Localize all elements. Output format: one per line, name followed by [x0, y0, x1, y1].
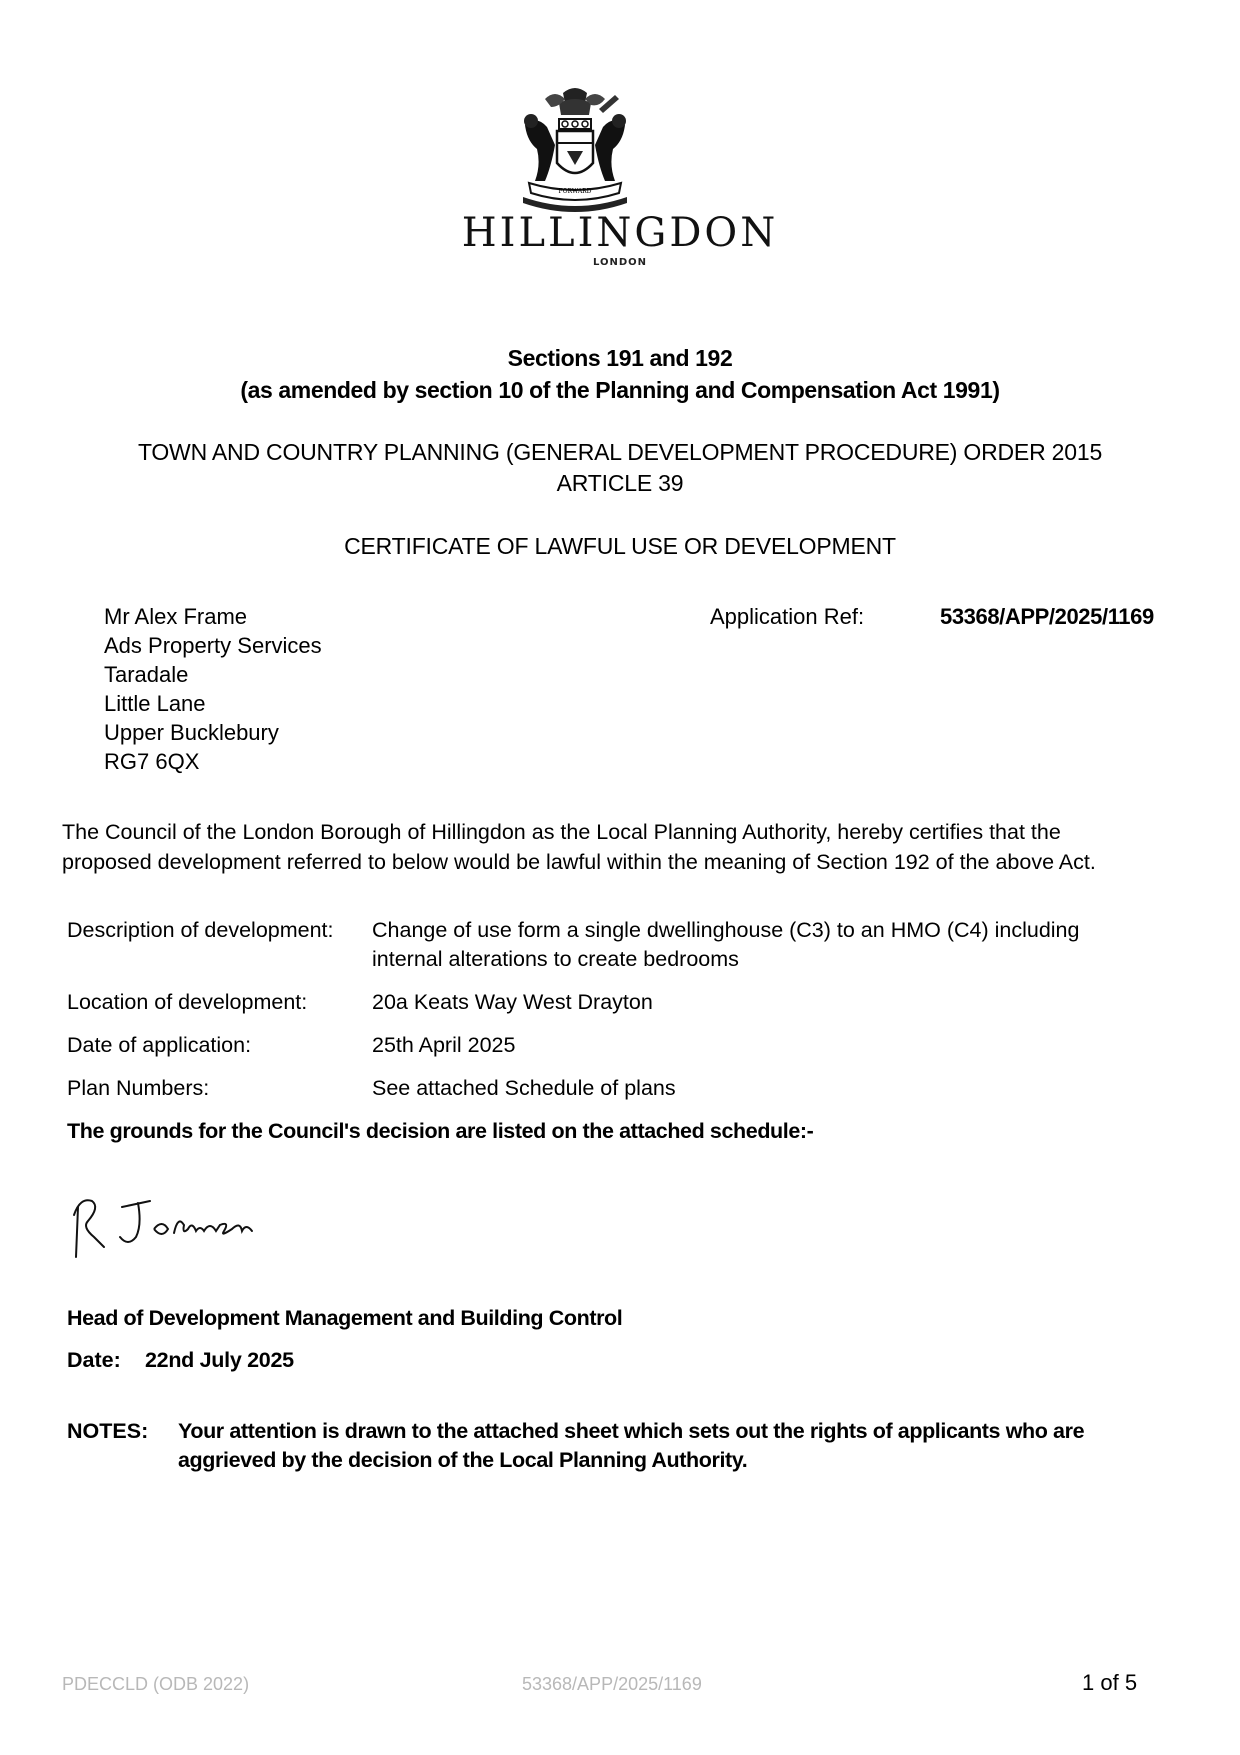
- page-total: of 5: [1100, 1670, 1138, 1695]
- address-line: Upper Bucklebury: [104, 720, 279, 745]
- certificate-title: CERTIFICATE OF LAWFUL USE OR DEVELOPMENT: [344, 533, 896, 559]
- notes-text: Your attention is drawn to the attached sheet which sets out the rights of applicants who are: [178, 1419, 1085, 1443]
- notes-label: NOTES:: [67, 1419, 149, 1443]
- plan-numbers-label: Plan Numbers:: [67, 1076, 210, 1100]
- decision-date-value: 22nd July 2025: [145, 1348, 294, 1372]
- certification-text: The Council of the London Borough of Hillingdon as the Local Planning Authority, hereby certifies that the: [62, 820, 1061, 844]
- borough-crest-logo: [515, 85, 635, 220]
- certification-text: proposed development referred to below would be lawful within the meaning of Section 192 of the above Act.: [62, 850, 1096, 874]
- description-value: Change of use form a single dwellinghouse (C3) to an HMO (C4) including: [372, 918, 1080, 942]
- crest-motto: FORWARD: [558, 188, 592, 195]
- heading-order: TOWN AND COUNTRY PLANNING (GENERAL DEVELOPMENT PROCEDURE) ORDER 2015: [137, 439, 1103, 465]
- heading-sections: Sections 191 and 192: [507, 345, 733, 371]
- address-line: Mr Alex Frame: [104, 604, 248, 629]
- footer-reference: 53368/APP/2025/1169: [522, 1674, 702, 1694]
- footer-form-code: PDECCLD (ODB 2022): [62, 1674, 250, 1694]
- brand-wordmark: HILLINGDON: [461, 210, 779, 256]
- address-line: Ads Property Services: [104, 633, 322, 658]
- application-date-label: Date of application:: [67, 1033, 252, 1057]
- page-number: [1082, 1670, 1137, 1696]
- decision-date-label: Date:: [67, 1348, 121, 1372]
- application-date-value: 25th April 2025: [372, 1033, 516, 1057]
- address-line: Little Lane: [104, 691, 206, 716]
- plan-numbers-value: See attached Schedule of plans: [372, 1076, 676, 1100]
- location-value: 20a Keats Way West Drayton: [372, 990, 653, 1014]
- address-line: Taradale: [104, 662, 189, 687]
- location-label: Location of development:: [67, 990, 308, 1014]
- application-ref-label: Application Ref:: [710, 604, 865, 629]
- handwritten-signature: [70, 1185, 300, 1265]
- address-line: RG7 6QX: [104, 749, 200, 774]
- description-value: internal alterations to create bedrooms: [372, 947, 739, 971]
- description-label: Description of development:: [67, 918, 334, 942]
- heading-article: ARTICLE 39: [556, 470, 684, 496]
- application-ref-value: 53368/APP/2025/1169: [940, 604, 1154, 629]
- brand-subtitle: LONDON: [592, 257, 648, 268]
- signatory-title: Head of Development Management and Building Control: [67, 1306, 623, 1330]
- heading-amended: (as amended by section 10 of the Planning and Compensation Act 1991): [240, 377, 1000, 403]
- page-current: 1: [1082, 1670, 1095, 1695]
- notes-text: aggrieved by the decision of the Local Planning Authority.: [178, 1448, 748, 1472]
- grounds-statement: The grounds for the Council's decision are listed on the attached schedule:-: [67, 1119, 814, 1143]
